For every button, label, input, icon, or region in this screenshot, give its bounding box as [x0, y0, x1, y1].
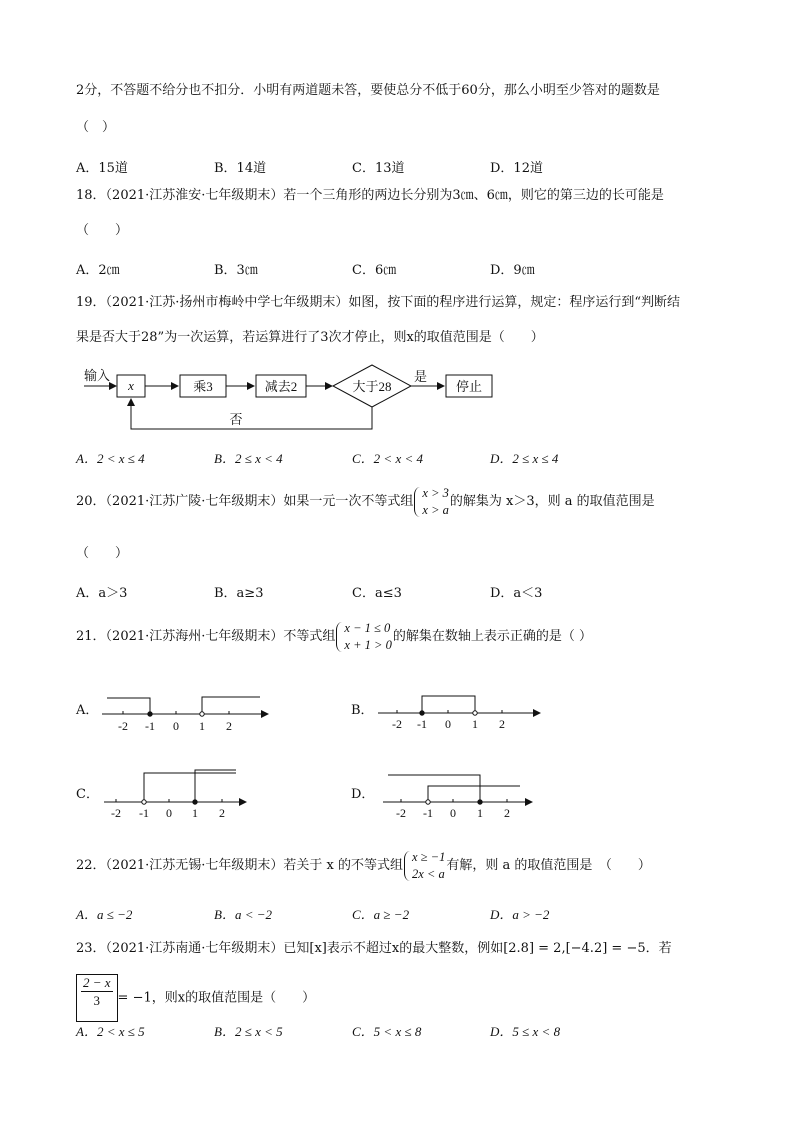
q22-sys-row2: 2x < a	[412, 866, 445, 881]
svg-text:-1: -1	[423, 806, 433, 820]
svg-text:2: 2	[219, 806, 225, 820]
option-b[interactable]: B．a≥3	[214, 586, 264, 601]
svg-text:-2: -2	[396, 806, 406, 820]
number-line-c	[104, 770, 246, 804]
number-line-a-ticks	[118, 719, 232, 733]
option-d[interactable]: D．a > −2	[490, 907, 550, 922]
q22-suffix: 有解，则 a 的取值范围是 （ ）	[446, 858, 651, 873]
option-c[interactable]: C．13道	[352, 161, 405, 176]
q17-line1: 2分，不答题不给分也不扣分．小明有两道题未答，要使总分不低于60分，那么小明至少答对的题数是	[76, 83, 660, 98]
open-point	[200, 712, 204, 716]
option-d[interactable]: D．2 ≤ x ≤ 4	[490, 451, 559, 466]
option-a[interactable]: A．15道	[76, 161, 128, 176]
q23-fraction	[81, 974, 113, 1009]
q20-answer-blank: （ ）	[76, 546, 129, 561]
svg-text:2: 2	[499, 717, 505, 731]
q21-sys-row2: x + 1 > 0	[344, 637, 392, 652]
open-point	[426, 800, 430, 804]
solid-point	[193, 800, 197, 804]
svg-text:-1: -1	[139, 806, 149, 820]
open-point	[473, 711, 477, 715]
option-c[interactable]: C．a≤3	[352, 586, 402, 601]
option-b[interactable]: B．3㎝	[214, 263, 258, 278]
flow-no-label: 否	[229, 412, 243, 427]
q22-system	[404, 849, 445, 883]
svg-text:1: 1	[192, 806, 198, 820]
q21-label-c[interactable]: C．	[76, 787, 99, 802]
svg-text:0: 0	[166, 806, 172, 820]
option-c[interactable]: C．5 < x ≤ 8	[352, 1024, 422, 1039]
q21-label-b[interactable]: B．	[351, 703, 374, 718]
svg-text:1: 1	[477, 806, 483, 820]
q22-prefix: 22．（2021·江苏无锡·七年级期末）若关于 x 的不等式组	[76, 858, 403, 873]
q23-line2-suffix: = −1，则x的取值范围是（ ）	[117, 990, 316, 1006]
number-line-d	[383, 775, 532, 804]
q20-sys-row2: x > a	[422, 502, 449, 517]
svg-text:2: 2	[504, 806, 510, 820]
q20-sys-row1: x > 3	[422, 485, 449, 500]
option-c[interactable]: C．6㎝	[352, 263, 397, 278]
flow-mul-label: 乘3	[193, 379, 213, 394]
q18-stem: 18．（2021·江苏淮安·七年级期末）若一个三角形的两边长分别为3㎝、6㎝，则它的第三边的长可能是	[76, 188, 664, 203]
flow-stop-label: 停止	[455, 379, 483, 394]
q22-options	[76, 904, 636, 920]
svg-text:0: 0	[450, 806, 456, 820]
number-line-d-ticks	[396, 806, 510, 820]
q23-frac-den: 3	[93, 993, 101, 1008]
svg-text:-2: -2	[111, 806, 121, 820]
svg-text:-2: -2	[392, 717, 402, 731]
option-b[interactable]: B．2 ≤ x < 4	[214, 451, 283, 466]
option-d[interactable]: D．5 ≤ x < 8	[490, 1024, 561, 1039]
option-a[interactable]: A．a＞3	[76, 586, 128, 601]
flow-yes-label: 是	[414, 369, 428, 384]
option-c[interactable]: C．2 < x < 4	[352, 451, 423, 466]
q20-suffix: 的解集为 x＞3，则 a 的取值范围是	[449, 494, 655, 509]
svg-text:0: 0	[173, 719, 179, 733]
svg-text:1: 1	[199, 719, 205, 733]
option-a[interactable]: A．2 < x ≤ 5	[76, 1024, 145, 1039]
option-a[interactable]: A．a ≤ −2	[76, 907, 133, 922]
q21-label-d[interactable]: D．	[351, 787, 375, 802]
q23-stem-line2	[76, 974, 315, 1022]
flow-judge-label: 大于28	[352, 379, 392, 394]
q21-label-a[interactable]: A．	[76, 703, 99, 718]
option-a[interactable]: A．2㎝	[76, 263, 120, 278]
option-a[interactable]: A．2 < x ≤ 4	[76, 451, 145, 466]
solid-point	[420, 711, 424, 715]
flow-x-label: x	[128, 378, 134, 393]
open-point	[142, 800, 146, 804]
option-c[interactable]: C．a ≥ −2	[352, 907, 410, 922]
q18-answer-blank: （ ）	[76, 223, 129, 238]
svg-text:-1: -1	[417, 717, 427, 731]
option-d[interactable]: D．12道	[490, 161, 543, 176]
option-d[interactable]: D．a＜3	[490, 586, 543, 601]
flow-sub-label: 减去2	[264, 379, 298, 394]
q23-stem-line1: 23．（2021·江苏南通·七年级期末）已知[x]表示不超过x的最大整数，例如[2.8] = 2,[−4.2] = −5．若	[76, 941, 672, 956]
option-b[interactable]: B．a < −2	[214, 907, 272, 922]
number-line-b	[378, 696, 540, 715]
number-line-a	[102, 697, 268, 716]
svg-text:2: 2	[226, 719, 232, 733]
q23-floor-bracket	[76, 974, 118, 1022]
svg-text:1: 1	[472, 717, 478, 731]
q22-sys-row1: x ≥ −1	[412, 849, 446, 864]
option-d[interactable]: D．9㎝	[490, 263, 535, 278]
svg-text:0: 0	[445, 717, 451, 731]
solid-point	[478, 800, 482, 804]
q17-answer-blank: （ ）	[76, 120, 116, 135]
q19-stem-line2: 果是否大于28”为一次运算，若运算进行了3次才停止，则x的取值范围是（ ）	[76, 330, 544, 345]
q21-suffix: 的解集在数轴上表示正确的是（ ）	[392, 629, 592, 644]
q22-stem	[76, 846, 651, 886]
q20-prefix: 20．（2021·江苏广陵·七年级期末）如果一元一次不等式组	[76, 494, 414, 509]
q23-options	[76, 1021, 636, 1037]
option-b[interactable]: B．2 ≤ x < 5	[214, 1024, 283, 1039]
flow-input-label: 输入	[84, 368, 111, 383]
q21-prefix: 21．（2021·江苏海州·七年级期末）不等式组	[76, 629, 336, 644]
solid-point	[148, 712, 152, 716]
svg-text:-1: -1	[145, 719, 155, 733]
q21-sys-row1: x − 1 ≤ 0	[344, 620, 391, 635]
option-b[interactable]: B．14道	[214, 161, 267, 176]
q23-frac-num: 2 − x	[83, 975, 111, 990]
number-line-c-ticks	[111, 806, 225, 820]
number-line-b-ticks	[392, 717, 505, 731]
q19-stem-line1: 19．（2021·江苏·扬州市梅岭中学七年级期末）如图，按下面的程序进行运算，规定：程序运行到“判断结	[76, 295, 681, 310]
svg-text:-2: -2	[118, 719, 128, 733]
